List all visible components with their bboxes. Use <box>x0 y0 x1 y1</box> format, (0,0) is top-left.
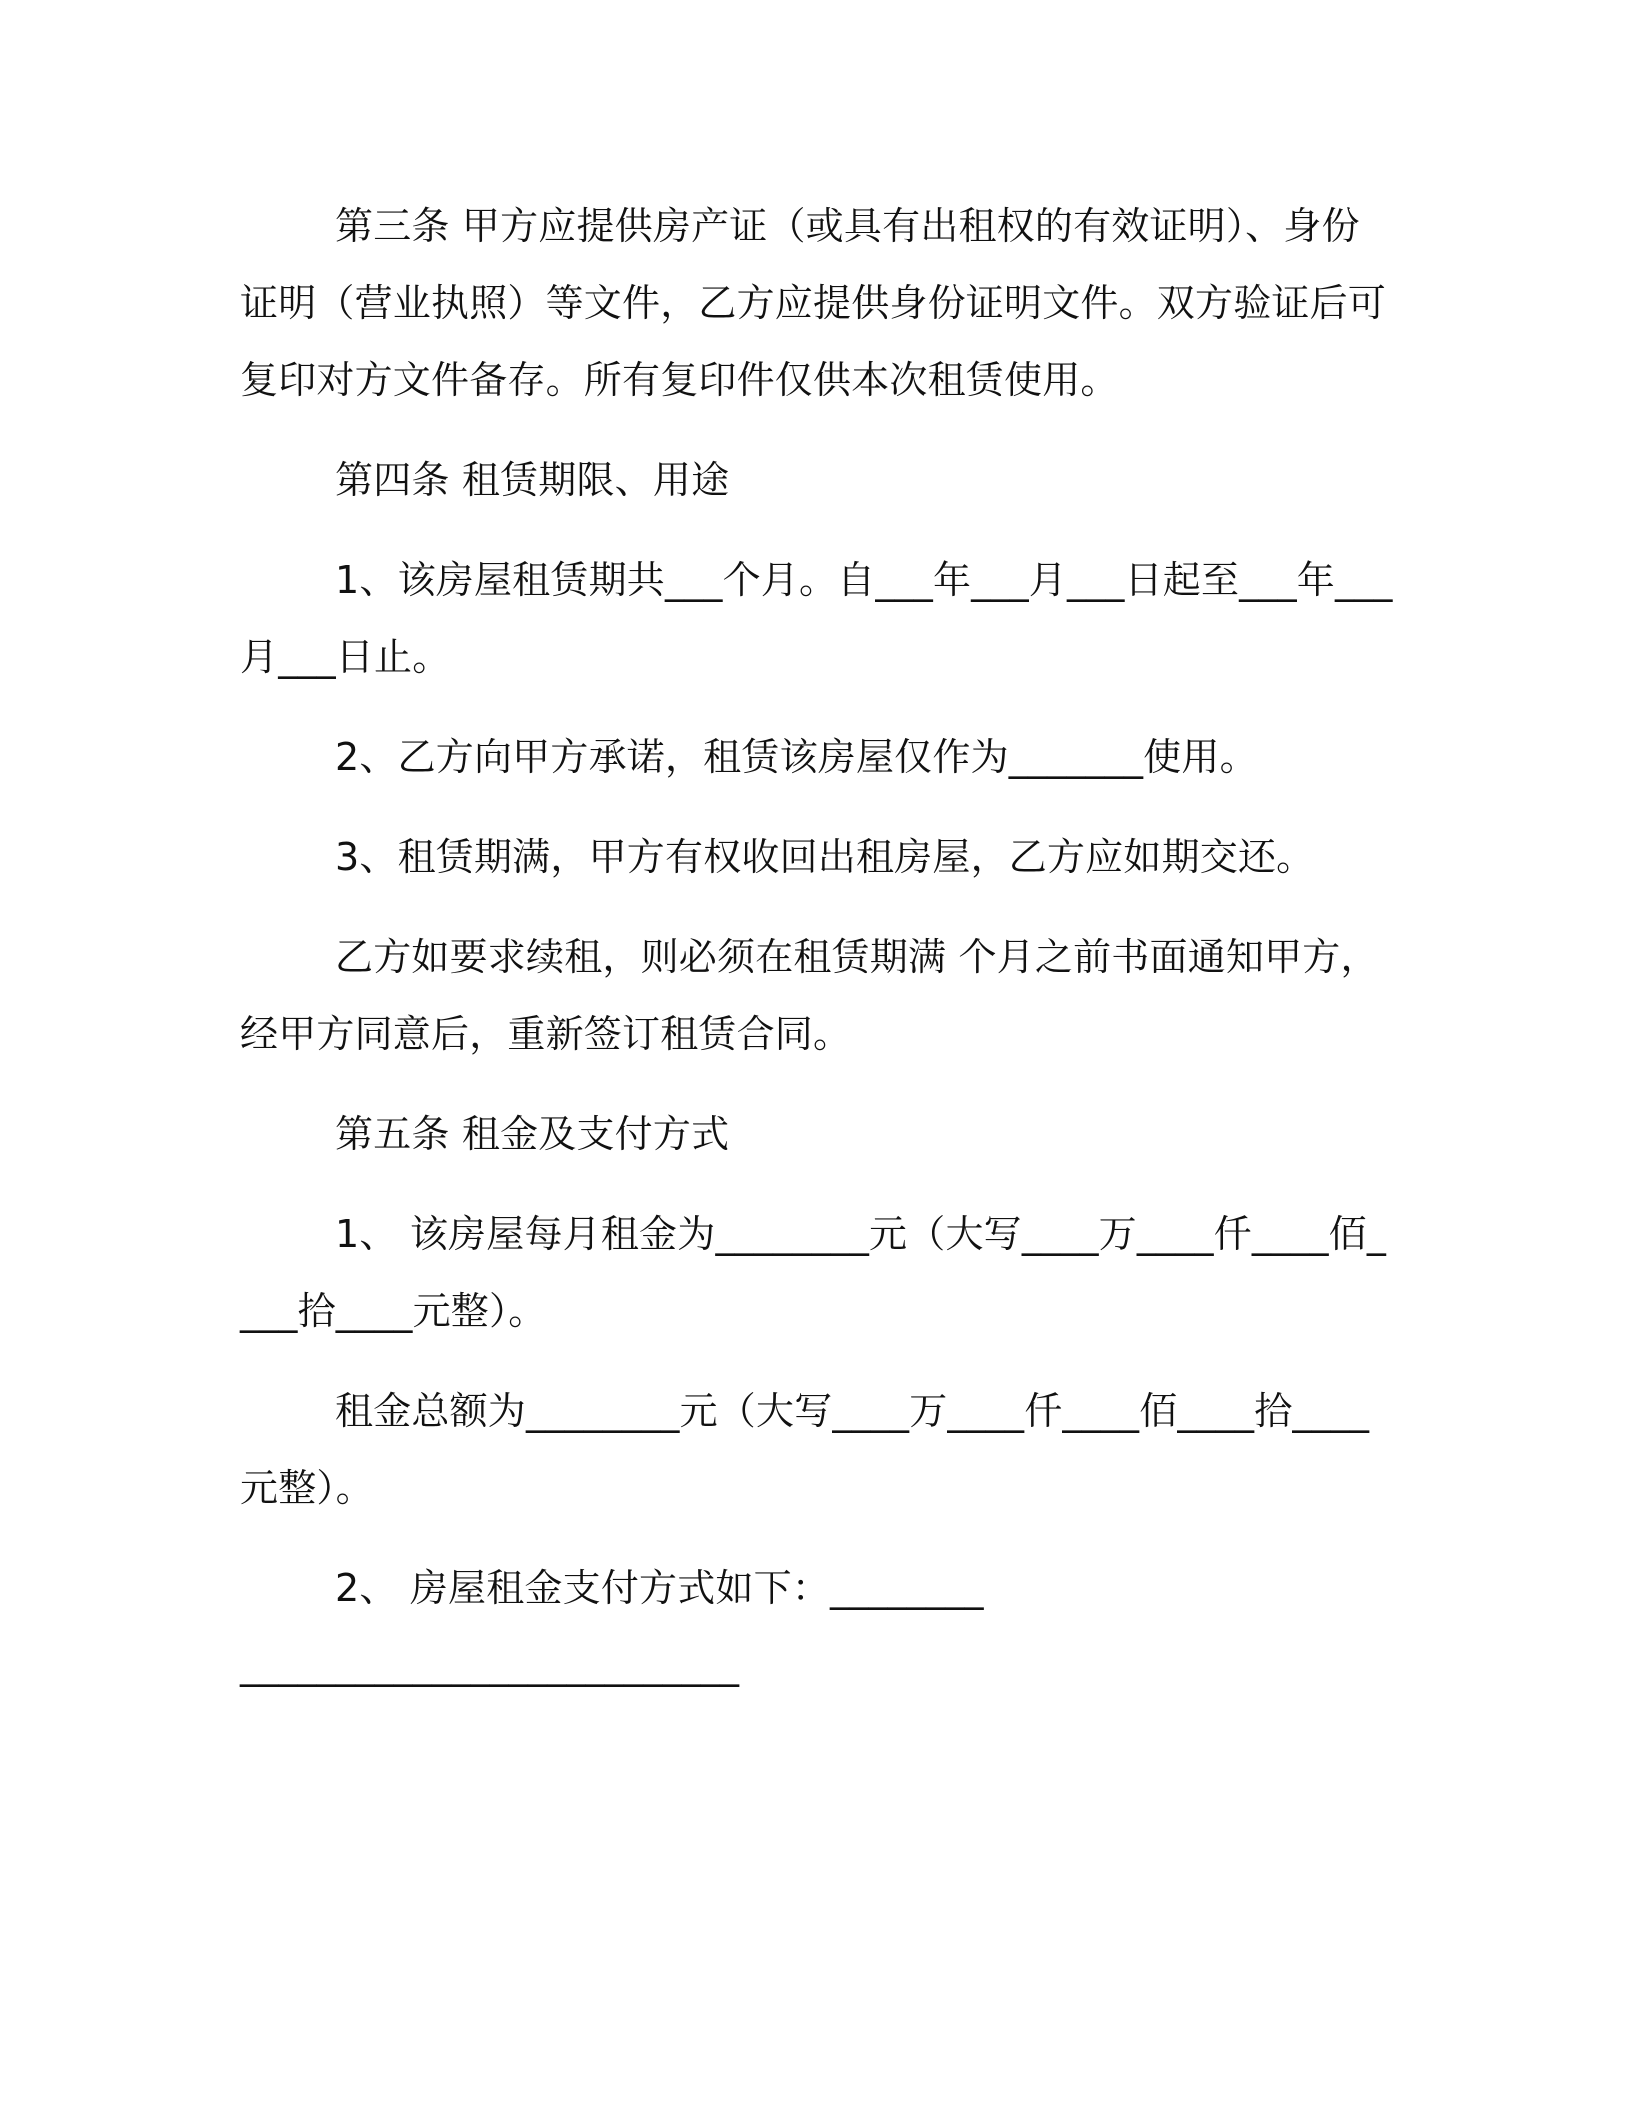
article-4-clause-3: 3、租赁期满，甲方有权收回出租房屋，乙方应如期交还。 <box>335 835 1315 879</box>
total-rent-paragraph: 租金总额为________元（大写____万____仟____佰____拾____元整）。 <box>240 1389 1370 1510</box>
article-5-clause-2: 2、 房屋租金支付方式如下：________ <box>335 1566 984 1610</box>
renewal-paragraph: 乙方如要求续租，则必须在租赁期满 个月之前书面通知甲方，经甲方同意后，重新签订租赁合同。 <box>240 935 1379 1056</box>
article-5-clause-1: 1、 该房屋每月租金为________元（大写____万____仟____佰____拾____元整）。 <box>240 1212 1387 1333</box>
article-3-paragraph: 第三条 甲方应提供房产证（或具有出租权的有效证明）、身份证明（营业执照）等文件，乙方应提供身份证明文件。双方验证后可复印对方文件备存。所有复印件仅供本次租赁使用。 <box>240 204 1387 402</box>
payment-method-blank-line: __________________________ <box>240 1643 740 1687</box>
document-body <box>240 188 1395 1727</box>
article-4-clause-2: 2、乙方向甲方承诺，租赁该房屋仅作为_______使用。 <box>335 735 1258 779</box>
article-4-clause-1: 1、该房屋租赁期共___个月。自___年___月___日起至___年___月___日止。 <box>240 558 1393 679</box>
article-4-heading: 第四条 租赁期限、用途 <box>335 458 730 502</box>
article-5-heading: 第五条 租金及支付方式 <box>335 1112 730 1156</box>
